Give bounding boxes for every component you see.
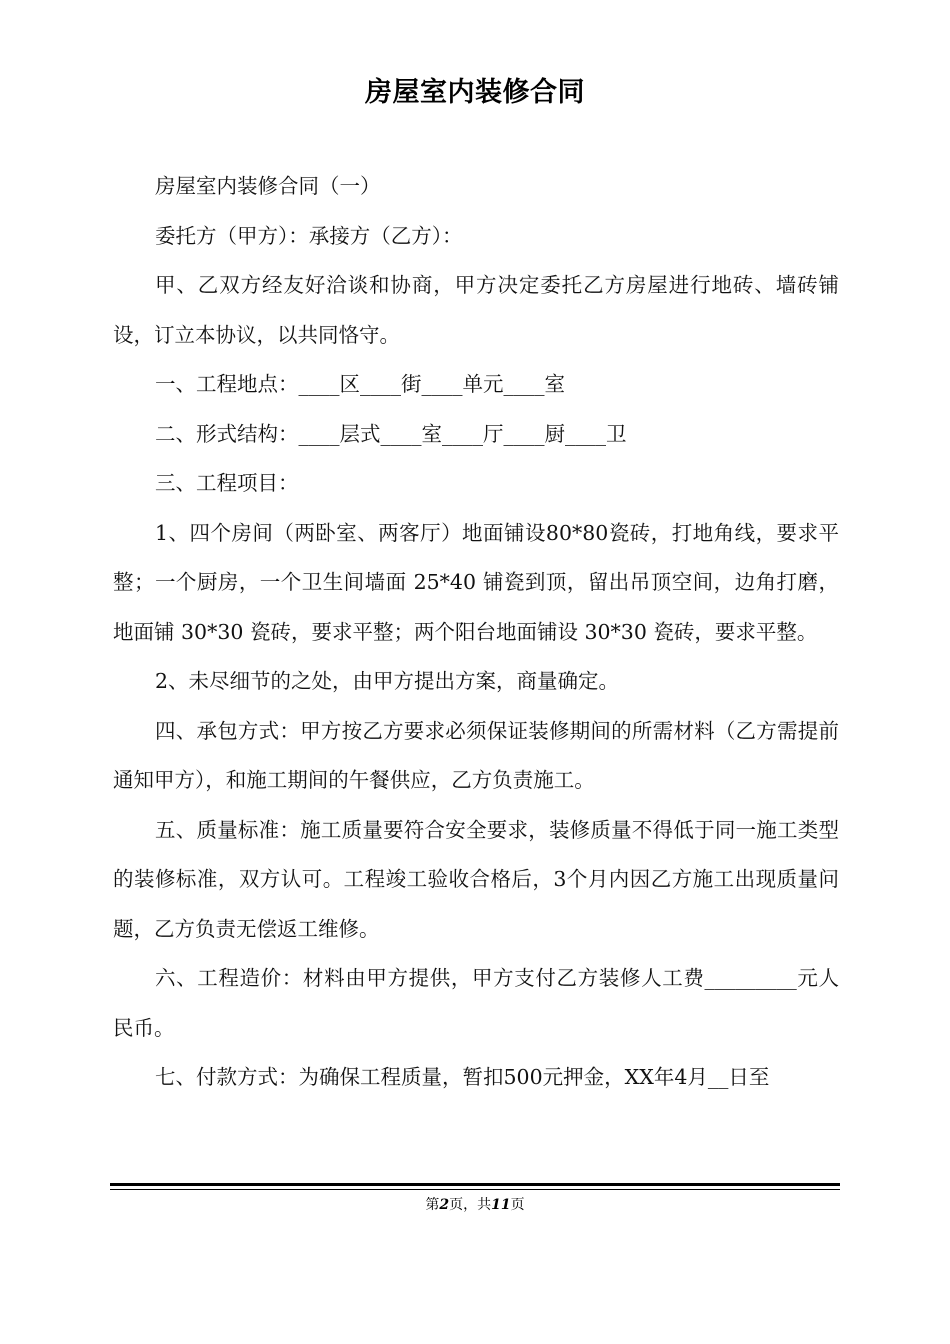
paragraph-cost: 六、工程造价：材料由甲方提供，甲方支付乙方装修人工费_________元人民币。 [113, 966, 839, 1040]
paragraph-payment: 七、付款方式：为确保工程质量，暂扣500元押金，XX年4月__日至 [155, 1065, 770, 1089]
paragraph-site: 一、工程地点：____区____街____单元____室 [155, 372, 565, 396]
footer-suffix: 页 [510, 1197, 525, 1213]
document-body [113, 162, 839, 1103]
paragraph-contract-heading: 房屋室内装修合同（一） [155, 174, 381, 198]
paragraph-quality: 五、质量标准：施工质量要符合安全要求，装修质量不得低于同一施工类型的装修标准，双方认可。工程竣工验收合格后，3个月内因乙方施工出现质量问题，乙方负责无偿返工维修。 [113, 817, 839, 941]
current-page-number: 2 [439, 1197, 450, 1213]
paragraph-items-heading: 三、工程项目： [155, 471, 299, 495]
total-page-number: 11 [491, 1197, 511, 1213]
paragraph-parties: 委托方（甲方）：承接方（乙方）： [155, 223, 463, 248]
footer-divider [110, 1183, 840, 1186]
footer-divider-thin [110, 1189, 840, 1190]
page-footer [0, 1194, 950, 1214]
paragraph-structure: 二、形式结构：____层式____室____厅____厨____卫 [155, 421, 627, 446]
paragraph-item-2: 2、未尽细节的之处，由甲方提出方案，商量确定。 [155, 669, 620, 693]
paragraph-contract-mode: 四、承包方式：甲方按乙方要求必须保证装修期间的所需材料（乙方需提前通知甲方），和施工期间的午餐供应，乙方负责施工。 [113, 718, 839, 792]
paragraph-intro: 甲、乙双方经友好洽谈和协商，甲方决定委托乙方房屋进行地砖、墙砖铺设，订立本协议，以共同恪守。 [113, 273, 839, 347]
document-title: 房屋室内装修合同 [365, 77, 585, 108]
footer-middle: 页，共 [449, 1197, 492, 1213]
paragraph-item-1: 1、四个房间（两卧室、两客厅）地面铺设80*80瓷砖，打地角线，要求平整；一个厨房，一个卫生间墙面 25*40 铺瓷到顶，留出吊顶空间，边角打磨，地面铺 30*30 瓷砖，要求平整；两个阳台地面铺设 30*30 瓷砖，要求平整。 [113, 520, 839, 644]
footer-prefix: 第 [425, 1197, 440, 1213]
